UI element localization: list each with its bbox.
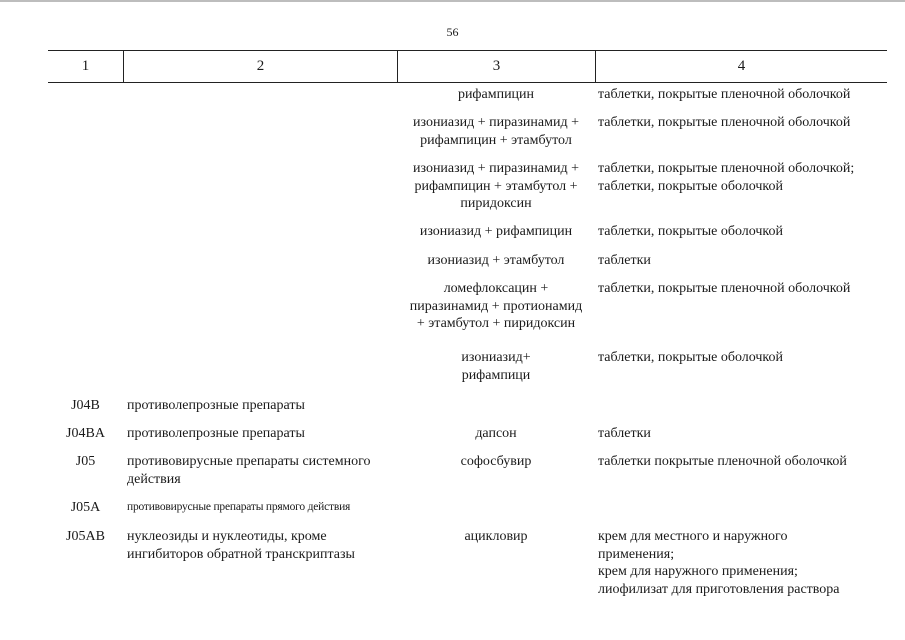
cell-line: изониазид + рифампицин [419,224,573,239]
drug-cell [398,160,594,213]
cell-line: таблетки, покрытые оболочкой [598,350,784,365]
cell-line: рифампицин + этамбутол + [414,178,578,194]
cell-line: применения; [598,546,675,562]
drug-cell [398,453,594,471]
form-cell [598,453,888,471]
form-cell [598,223,888,241]
cell-line: нуклеозиды и нуклеотиды, кроме [127,529,327,544]
cell-line: лиофилизат для приготовления раствора [598,581,840,597]
group-cell [127,528,397,563]
cell-line: ацикловир [464,529,528,544]
form-cell [598,86,888,104]
cell-line: таблетки, покрытые пленочной оболочкой [598,115,851,130]
cell-line: противовирусные препараты системного [127,454,371,469]
cell-line: ингибиторов обратной транскриптазы [127,546,355,562]
form-cell [598,160,888,195]
cell-line: софосбувир [460,454,532,469]
column-header-1: 1 [81,58,90,74]
cell-line: действия [127,471,181,487]
cell-line: дапсон [475,426,517,441]
cell-line: пиридоксин [460,196,532,211]
form-cell [598,528,888,598]
form-cell [598,280,888,298]
cell-line: таблетки, покрытые оболочкой [598,224,784,239]
cell-line: противолепрозные препараты [127,426,305,441]
column-header-3: 3 [492,58,501,74]
cell-line: таблетки [598,426,651,441]
cell-line: таблетки, покрытые пленочной оболочкой; [598,161,855,176]
group-cell [127,397,397,415]
cell-line: таблетки, покрытые оболочкой [598,178,784,194]
drug-cell [398,349,594,384]
column-header-4: 4 [737,58,746,74]
form-cell [598,425,888,443]
cell-line: пиразинамид + протионамид [409,298,583,314]
drug-cell [398,114,594,149]
group-cell [127,499,397,517]
cell-line: изониазид+ [461,350,531,365]
cell-line: крем для наружного применения; [598,564,798,579]
cell-line: рифампицин + этамбутол [420,132,572,148]
cell-line: противовирусные препараты прямого действия [127,501,351,513]
drug-cell [398,252,594,270]
code-cell: J04BA [66,426,105,441]
cell-line: рифампицин [457,87,535,102]
cell-line: крем для местного и наружного [598,529,788,544]
drug-cell [398,86,594,104]
cell-line: таблетки [598,253,651,268]
form-cell [598,349,888,367]
cell-line: изониазид + этамбутол [427,253,565,268]
code-cell: J04B [71,398,100,413]
code-cell: J05AB [66,529,105,544]
group-cell [127,453,397,488]
drug-cell [398,223,594,241]
top-rule [0,0,905,2]
cell-line: ломефлоксацин + [443,281,549,296]
cell-line: таблетки, покрытые пленочной оболочкой [598,87,851,102]
form-cell [598,252,888,270]
drug-cell [398,528,594,546]
table-header [48,50,887,83]
code-cell: J05A [70,500,101,515]
code-cell: J05 [75,454,96,469]
cell-line: изониазид + пиразинамид + [413,115,579,130]
cell-line: таблетки покрытые пленочной оболочкой [598,454,847,469]
cell-line: рифампици [461,367,531,383]
cell-line: + этамбутол + пиридоксин [416,316,576,331]
page-number: 56 [446,25,459,39]
form-cell [598,114,888,132]
group-cell [127,425,397,443]
cell-line: противолепрозные препараты [127,398,305,413]
drug-cell [398,425,594,443]
drug-cell [398,280,594,333]
cell-line: таблетки, покрытые пленочной оболочкой [598,281,851,296]
column-header-2: 2 [256,58,265,74]
cell-line: изониазид + пиразинамид + [413,161,579,176]
